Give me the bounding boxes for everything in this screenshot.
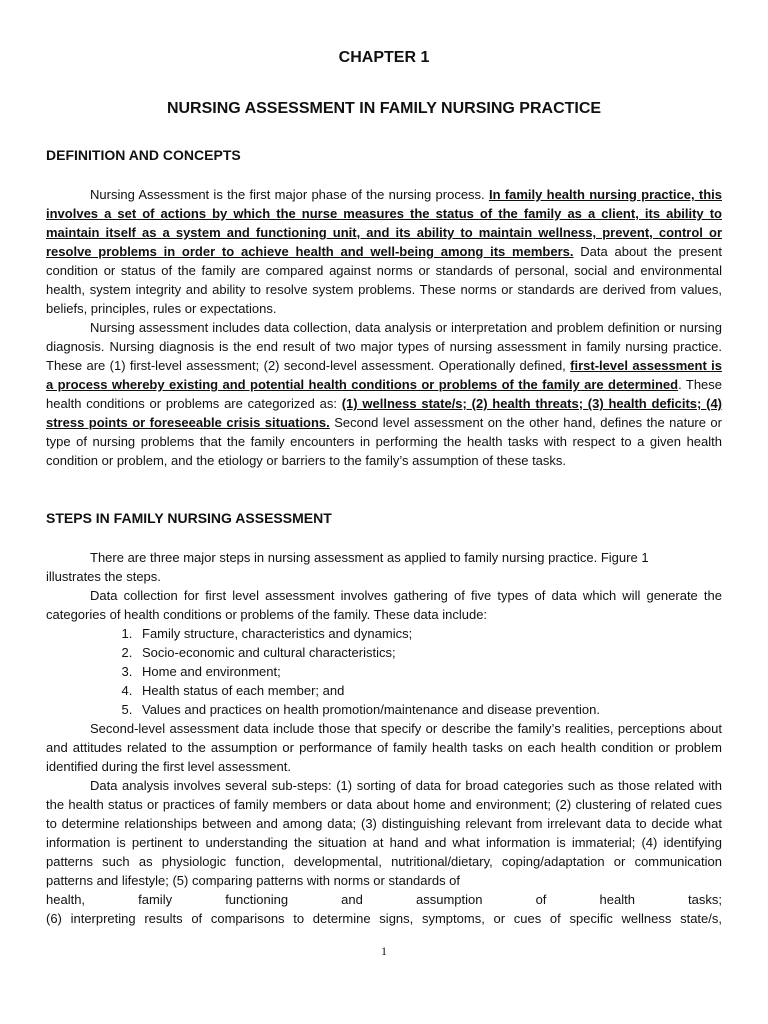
- section-heading-steps: STEPS IN FAMILY NURSING ASSESSMENT: [46, 510, 332, 526]
- paragraph-three-steps: There are three major steps in nursing assessment as applied to family nursing practice. Figure 1 illustrates the steps.: [46, 550, 649, 584]
- list-item: 3. Home and environment;: [136, 662, 722, 681]
- list-item: 2. Socio-economic and cultural characteristics;: [136, 643, 722, 662]
- steps-section: [46, 548, 722, 928]
- list-item: 4. Health status of each member; and: [136, 681, 722, 700]
- chapter-heading: CHAPTER 1: [338, 49, 430, 66]
- paragraph-data-analysis: Data analysis involves several sub-steps: (1) sorting of data for broad categories such as those related with the health status or practices of family members or data about home and environment; (2) clustering of related cues to determine relationships between and among data; (3) distinguishing relevant from irrelevant data to decide what information is pertinent to understanding the situation at hand and what information is immaterial; (4) identifying patterns such as physiologic function, developmental, nutritional/dietary, coping/adaptation or communication patterns and lifestyle; (5) comparing patterns with norms or standards of: [46, 778, 722, 888]
- paragraph-data-collection: Data collection for first level assessment involves gathering of five types of data which will generate the categories of health conditions or problems of the family. These data include:: [46, 588, 722, 622]
- underlined-categories: (1) wellness state/s; (2) health threats; (3) health deficits; (4) stress points or foreseeable crisis situations.: [46, 396, 723, 430]
- underlined-first-level: first-level assessment is a process whereby existing and potential health conditions or problems of the family are determined: [46, 358, 722, 392]
- definition-section: [46, 185, 722, 470]
- page-title: NURSING ASSESSMENT IN FAMILY NURSING PRACTICE: [166, 100, 602, 117]
- paragraph-data-analysis-line: (6) interpreting results of comparisons to determine signs, symptoms, or cues of specific wellness state/s,: [46, 911, 722, 926]
- data-types-list: [46, 624, 722, 719]
- list-item: 5. Values and practices on health promotion/maintenance and disease prevention.: [136, 700, 722, 719]
- page-number: 1: [381, 944, 387, 958]
- section-heading-definition: DEFINITION AND CONCEPTS: [46, 147, 241, 163]
- paragraph-assessment-types: Nursing assessment includes data collection, data analysis or interpretation and problem definition or nursing diagnosis. Nursing diagnosis is the end result of two major types of nursing assessment in family nursing practice. These are (1) first-level assessment; (2) second-level assessment. Operationally defined, first-level assessment is a process whereby existing and potential health conditions or problems of the family are determined. These health conditions or problems are categorized as: (1) wellness state/s; (2) health threats; (3) health deficits; (4) stress points or foreseeable crisis situations. Second level assessment on the other hand, defines the nature or type of nursing problems that the family encounters in performing the health tasks with respect to a given health condition or problem, and the etiology or barriers to the family’s assumption of these tasks.: [46, 320, 723, 468]
- paragraph-data-analysis-line: health, family functioning and assumption of health tasks;: [46, 892, 722, 907]
- paragraph-second-level: Second-level assessment data include those that specify or describe the family’s realities, perceptions about and attitudes related to the assumption or performance of family health tasks on each health condition or problem identified during the first level assessment.: [46, 721, 722, 774]
- underlined-definition: In family health nursing practice, this involves a set of actions by which the nurse measures the status of the family as a client, its ability to maintain itself as a system and functioning unit, and its ability to maintain wellness, prevent, control or resolve problems in order to achieve health and well-being among its members.: [46, 187, 722, 259]
- paragraph-nursing-assessment: Nursing Assessment is the first major phase of the nursing process. In family health nursing practice, this involves a set of actions by which the nurse measures the status of the family as a client, its ability to maintain itself as a system and functioning unit, and its ability to maintain wellness, prevent, control or resolve problems in order to achieve health and well-being among its members. Data about the present condition or status of the family are compared against norms or standards of personal, social and environmental health, system integrity and ability to resolve system problems. These norms or standards are derived from values, beliefs, principles, rules or expectations.: [46, 187, 723, 316]
- list-item: 1. Family structure, characteristics and dynamics;: [136, 624, 722, 643]
